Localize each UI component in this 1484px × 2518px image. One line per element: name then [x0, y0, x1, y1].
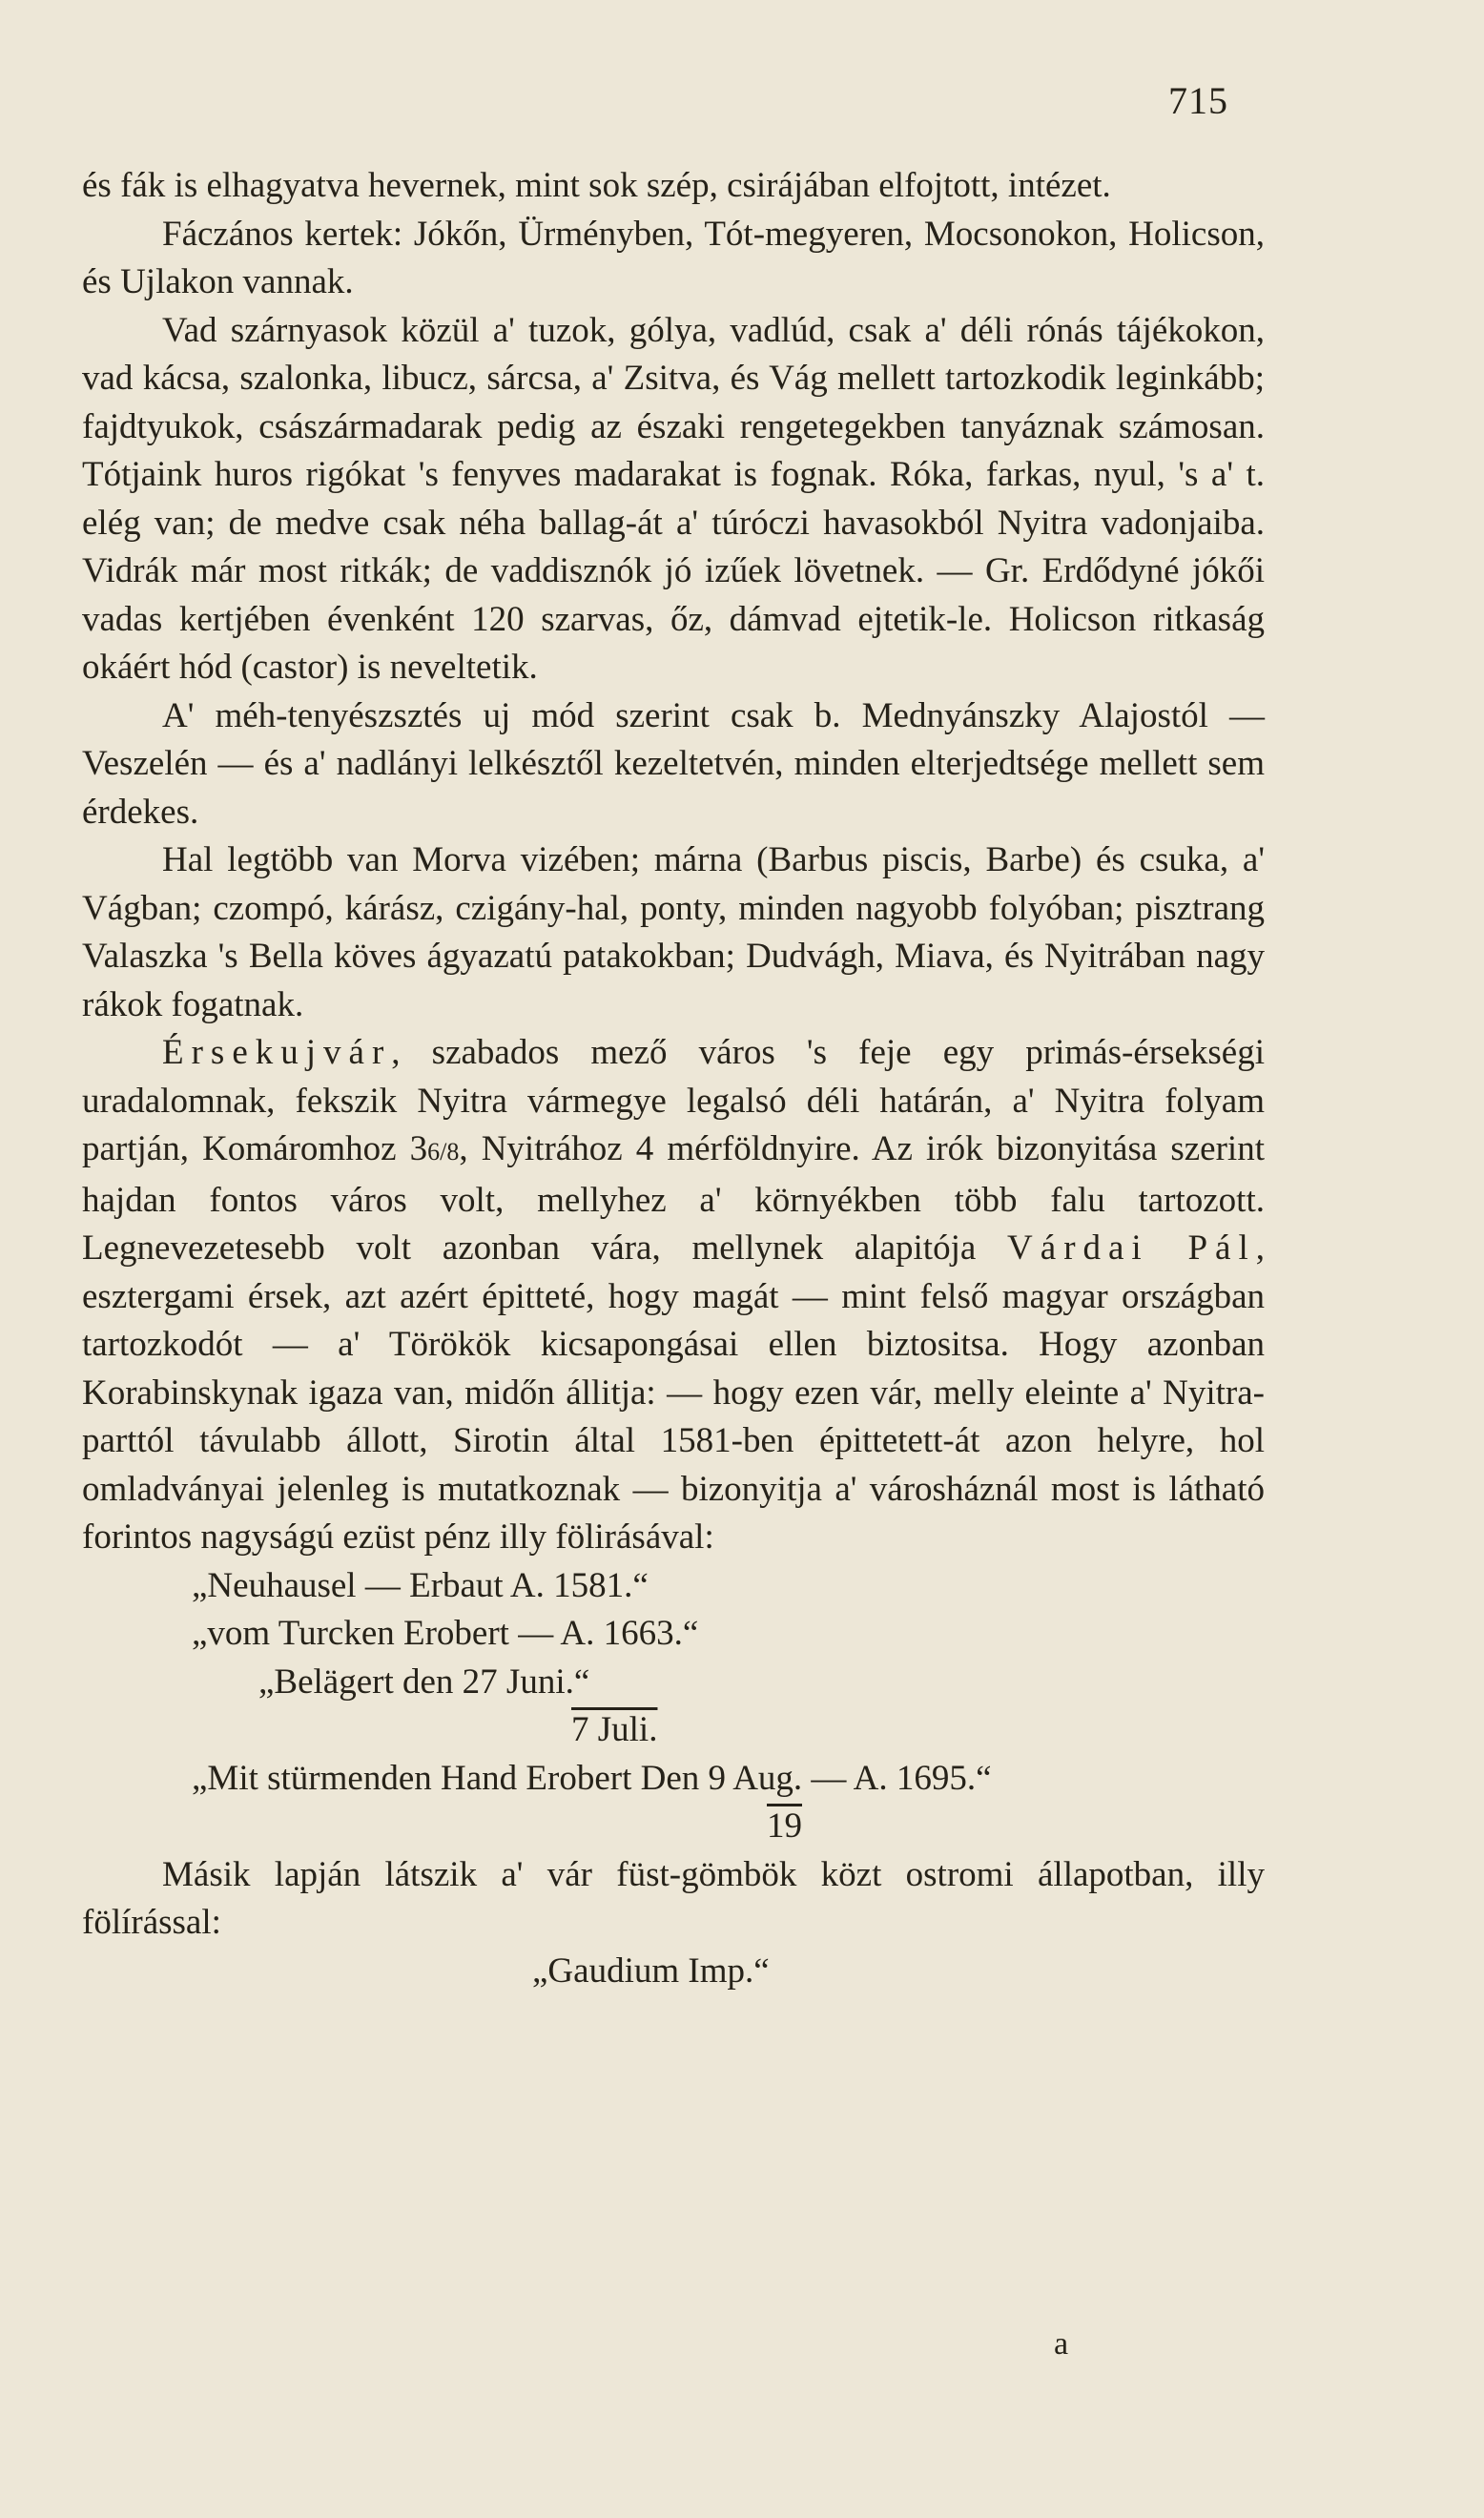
inscription-line-3: „Belägert den 27 Juni.“ [258, 1661, 590, 1702]
page-body [82, 162, 1265, 1995]
inscription-line-6: 19 [767, 1806, 802, 1846]
paragraph-pheasantries: Fáczános kertek: Jókőn, Ürményben, Tót-megyeren, Mocsonokon, Holicson, és Ujlakon vannak. [82, 214, 1265, 301]
ersekujvar-text-2: , Nyitrához 4 mérföldnyire. Az irók bizonyitása szerint hajdan fontos város volt, mellyhez a' környékben több falu tartozott. Legnevezetesebb volt azonban vára, mellynek alapitója [82, 1129, 1265, 1268]
inscription-line-4: 7 Juli. [571, 1710, 658, 1749]
catchword: a [1054, 2326, 1069, 2362]
paragraph-ersekujvar [82, 1029, 1265, 1562]
ersekujvar-text-3: , esztergami érsek, azt azért épitteté, hogy magát — mint felső magyar országban tartozkodót — a' Törökök kicsapongásai ellen biztositsa. Hogy azonban Korabinskynak igaza van, midőn állitja: — hogy ezen vár, melly eleinte a' Nyitra-parttól távulabb állott, Sirotin által 1581-ben épittetett-át azon helyre, hol omladványai jelenleg is mutatkoznak — bizonyitja a' városháznál most is látható forintos nagyságú ezüst pénz illy fölirásával: [82, 1228, 1265, 1557]
paragraph-beekeeping: A' méh-tenyészsztés uj mód szerint csak b. Mednyánszky Alajostól — Veszelén — és a' nadlányi lelkésztől kezeltetvén, minden elterjedtsége mellett sem érdekes. [82, 695, 1265, 832]
paragraph-intro: és fák is elhagyatva hevernek, mint sok szép, csirájában elfojtott, intézet. [82, 166, 1111, 205]
town-name: Érsekujvár [162, 1033, 392, 1072]
paragraph-birds-game: Vad szárnyasok közül a' tuzok, gólya, vadlúd, csak a' déli rónás tájékokon, vad kácsa, szalonka, libucz, sárcsa, a' Zsitva, és Vág mellett tartozkodik leginkább; fajdtyukok, császármadarak pedig az északi rengetegekben tanyáznak számosan. Tótjaink huros rigókat 's fenyves madarakat is fognak. Róka, farkas, nyul, 's a' t. elég van; de medve csak néha ballag-át a' túróczi havasokból Nyitra vadonjaiba. Vidrák már most ritkák; de vaddisznók jó izűek lövetnek. — Gr. Erdődyné jókői vadas kertjében évenként 120 szarvas, őz, dámvad ejtetik-le. Holicson ritkaság okáért hód (castor) is neveltetik. [82, 310, 1265, 687]
paragraph-reverse-side: Másik lapján látszik a' vár füst-gömbök közt ostromi állapotban, illy fölírással: [82, 1854, 1265, 1942]
paragraph-fish: Hal legtöbb van Morva vizében; márna (Barbus piscis, Barbe) és csuka, a' Vágban; czompó, kárász, czigány-hal, ponty, minden nagyobb folyóban; pisztrang Valaszka 's Bella köves ágyazatú patakokban; Dudvágh, Miava, és Nyitrában nagy rákok fogatnak. [82, 840, 1265, 1024]
distance-fraction: 6/8 [427, 1138, 460, 1166]
founder-name: Várdai Pál [1007, 1228, 1256, 1268]
inscription-line-2: „vom Turcken Erobert — A. 1663.“ [192, 1614, 699, 1653]
ersekujvar-text-1: , szabados mező város 's feje egy primás-érsekségi uradalomnak, fekszik Nyitra vármegye legalsó déli határán, a' Nyitra folyam partján, Komáromhoz 3 [82, 1033, 1265, 1168]
reverse-motto: „Gaudium Imp.“ [532, 1950, 770, 1991]
page-number: 715 [1168, 79, 1228, 122]
inscription-line-1: „Neuhausel — Erbaut A. 1581.“ [192, 1565, 649, 1605]
inscription-line-5: „Mit stürmenden Hand Erobert Den 9 Aug. — A. 1695.“ [192, 1758, 992, 1798]
